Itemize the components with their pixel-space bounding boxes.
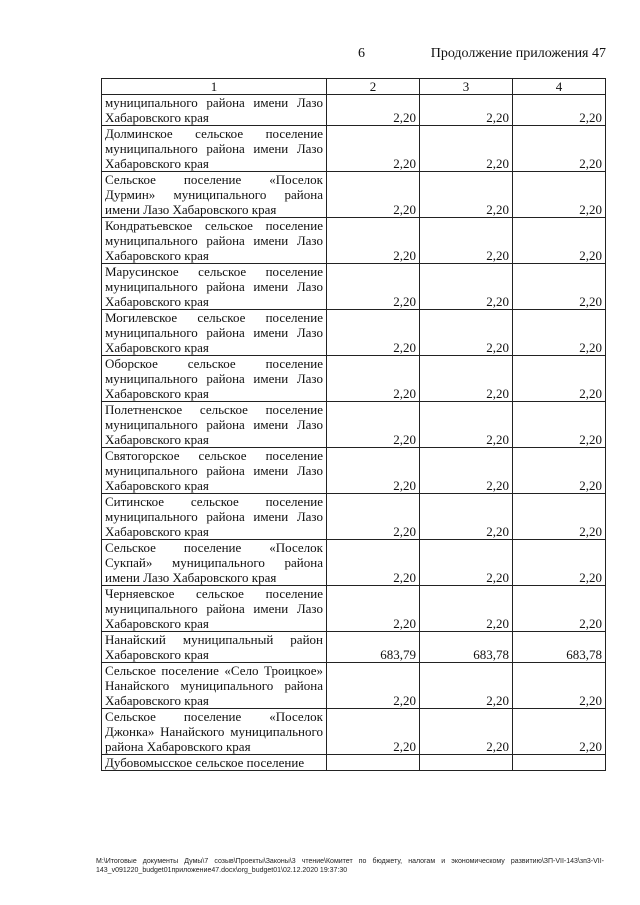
- settlement-name-cell: Нанайский муниципальный район Хабаровского края: [102, 632, 327, 663]
- value-cell-col4: 2,20: [513, 126, 606, 172]
- table-row: [102, 632, 606, 663]
- value-cell-col4: 2,20: [513, 663, 606, 709]
- value-cell-col4: 2,20: [513, 310, 606, 356]
- settlement-name-cell: Сельское поселение «Поселок Джонка» Нанайского муниципального района Хабаровского края: [102, 709, 327, 755]
- value-cell-col2: 2,20: [327, 218, 420, 264]
- table-row: [102, 709, 606, 755]
- value-cell-col4: 2,20: [513, 540, 606, 586]
- value-cell-col2: 2,20: [327, 540, 420, 586]
- value-cell-col4: 2,20: [513, 494, 606, 540]
- table-row: [102, 402, 606, 448]
- value-cell-col2: 2,20: [327, 448, 420, 494]
- value-cell-col4: 2,20: [513, 402, 606, 448]
- value-cell-col2: 683,79: [327, 632, 420, 663]
- appendix-label: Продолжение приложения 47: [430, 46, 606, 61]
- value-cell-col2: 2,20: [327, 402, 420, 448]
- table-row: [102, 126, 606, 172]
- value-cell-col4: 2,20: [513, 172, 606, 218]
- table-row: [102, 494, 606, 540]
- value-cell-col3: 2,20: [420, 172, 513, 218]
- value-cell-col4: 2,20: [513, 709, 606, 755]
- value-cell-col3: 2,20: [420, 448, 513, 494]
- file-path-footer: М:\Итоговые документы Думы\7 созыв\Проекты\Законы\3 чтение\Комитет по бюджету, налогам и экономическому развитию\ЗП-VII-143\зп3-VII-143_v091220_budget01приложение47.docx\org_budget01\02.12.2020 19:37:30: [96, 858, 604, 874]
- settlement-name-cell: Святогорское сельское поселение муниципального района имени Лазо Хабаровского края: [102, 448, 327, 494]
- value-cell-col2: 2,20: [327, 172, 420, 218]
- table-row: [102, 218, 606, 264]
- value-cell-col2: 2,20: [327, 264, 420, 310]
- value-cell-col3: 2,20: [420, 709, 513, 755]
- value-cell-col2: 2,20: [327, 95, 420, 126]
- settlement-name-cell: Кондратьевское сельское поселение муниципального района имени Лазо Хабаровского края: [102, 218, 327, 264]
- table-row: [102, 95, 606, 126]
- value-cell-col3: 2,20: [420, 663, 513, 709]
- settlement-name-cell: Марусинское сельское поселение муниципального района имени Лазо Хабаровского края: [102, 264, 327, 310]
- table-header-row: [102, 79, 606, 95]
- settlement-name-cell: Ситинское сельское поселение муниципального района имени Лазо Хабаровского края: [102, 494, 327, 540]
- value-cell-col4: 683,78: [513, 632, 606, 663]
- value-cell-col2: 2,20: [327, 709, 420, 755]
- value-cell-col4: 2,20: [513, 95, 606, 126]
- value-cell-col3: 2,20: [420, 126, 513, 172]
- settlement-name-cell: Черняевское сельское поселение муниципального района имени Лазо Хабаровского края: [102, 586, 327, 632]
- value-cell-col3: [420, 755, 513, 771]
- value-cell-col4: 2,20: [513, 264, 606, 310]
- settlement-name-cell: Могилевское сельское поселение муниципального района имени Лазо Хабаровского края: [102, 310, 327, 356]
- column-header: 4: [513, 79, 606, 95]
- value-cell-col2: 2,20: [327, 356, 420, 402]
- value-cell-col4: 2,20: [513, 586, 606, 632]
- settlement-name-cell: Сельское поселение «Поселок Дурмин» муниципального района имени Лазо Хабаровского края: [102, 172, 327, 218]
- value-cell-col4: 2,20: [513, 448, 606, 494]
- table-row: [102, 264, 606, 310]
- table-row: [102, 448, 606, 494]
- settlement-name-cell: Сельское поселение «Поселок Сукпай» муниципального района имени Лазо Хабаровского края: [102, 540, 327, 586]
- settlement-name-cell: муниципального района имени Лазо Хабаровского края: [102, 95, 327, 126]
- page-number: 6: [358, 46, 365, 61]
- value-cell-col2: 2,20: [327, 126, 420, 172]
- value-cell-col2: 2,20: [327, 663, 420, 709]
- value-cell-col3: 2,20: [420, 218, 513, 264]
- table-row: [102, 755, 606, 771]
- value-cell-col2: 2,20: [327, 494, 420, 540]
- settlement-name-cell: Полетненское сельское поселение муниципального района имени Лазо Хабаровского края: [102, 402, 327, 448]
- value-cell-col4: 2,20: [513, 356, 606, 402]
- table-row: [102, 540, 606, 586]
- value-cell-col3: 2,20: [420, 494, 513, 540]
- value-cell-col3: 2,20: [420, 540, 513, 586]
- value-cell-col2: [327, 755, 420, 771]
- settlement-name-cell: Сельское поселение «Село Троицкое» Нанайского муниципального района Хабаровского края: [102, 663, 327, 709]
- budget-table: [101, 78, 606, 771]
- column-header: 1: [102, 79, 327, 95]
- value-cell-col2: 2,20: [327, 310, 420, 356]
- settlement-name-cell: Дубовомысское сельское поселение: [102, 755, 327, 771]
- value-cell-col3: 2,20: [420, 264, 513, 310]
- value-cell-col4: 2,20: [513, 218, 606, 264]
- settlement-name-cell: Долминское сельское поселение муниципального района имени Лазо Хабаровского края: [102, 126, 327, 172]
- table-row: [102, 663, 606, 709]
- column-header: 3: [420, 79, 513, 95]
- column-header: 2: [327, 79, 420, 95]
- value-cell-col3: 2,20: [420, 310, 513, 356]
- value-cell-col3: 683,78: [420, 632, 513, 663]
- value-cell-col3: 2,20: [420, 586, 513, 632]
- value-cell-col3: 2,20: [420, 402, 513, 448]
- table-row: [102, 586, 606, 632]
- value-cell-col3: 2,20: [420, 356, 513, 402]
- value-cell-col3: 2,20: [420, 95, 513, 126]
- value-cell-col4: [513, 755, 606, 771]
- table-row: [102, 356, 606, 402]
- table-row: [102, 172, 606, 218]
- value-cell-col2: 2,20: [327, 586, 420, 632]
- settlement-name-cell: Оборское сельское поселение муниципального района имени Лазо Хабаровского края: [102, 356, 327, 402]
- table-row: [102, 310, 606, 356]
